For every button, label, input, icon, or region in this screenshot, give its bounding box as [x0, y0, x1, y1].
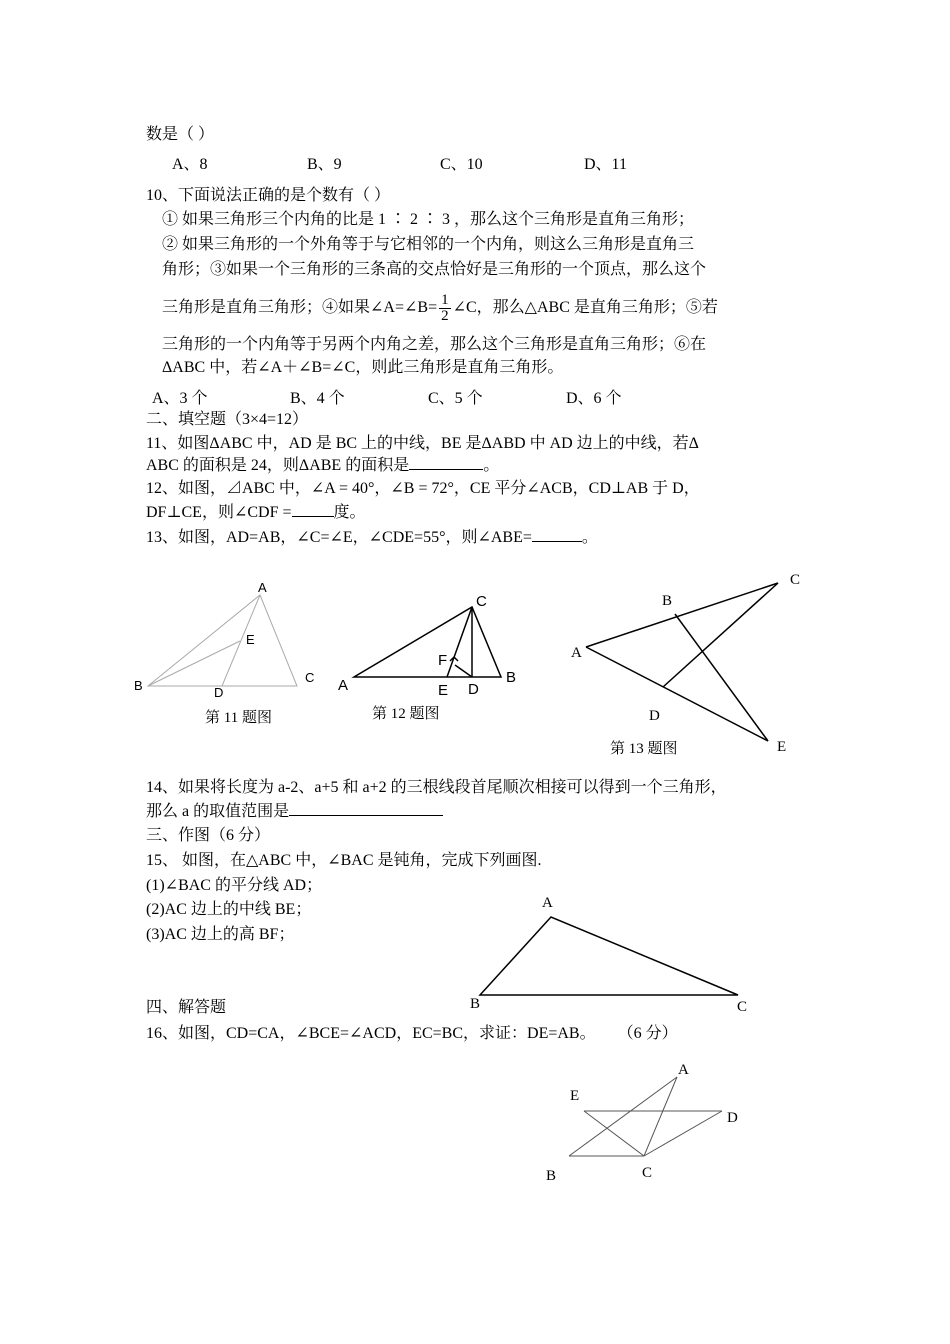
q9-option-a: A、8 — [172, 156, 208, 173]
fig13-label-a: A — [571, 645, 582, 661]
fig16-label-c: C — [642, 1165, 653, 1181]
fig11-label-e: E — [246, 632, 255, 647]
q16-score: （6 分） — [625, 1025, 678, 1042]
q15-item-3: (3)AC 边上的高 BF； — [146, 926, 295, 943]
section-2-heading: 二、填空题（3×4=12） — [146, 411, 309, 428]
q10-line-3: 角形；③如果一个三角形的三条高的交点恰好是三角形的一个顶点，那么这个 — [162, 261, 707, 278]
q10-stem: 10、下面说法正确的是个数有（ ） — [146, 187, 391, 204]
q12-line-1: 12、如图，⊿ABC 中，∠A = 40°，∠B = 72°，CE 平分∠ACB，CD⊥AB 于 D， — [146, 480, 700, 497]
fig12-label-f: F — [438, 652, 448, 669]
fig11-label-d: D — [214, 685, 224, 700]
q12-line-2-text: DF⊥CE，则∠CDF = — [146, 504, 292, 521]
q10-option-c: C、5 个 — [428, 390, 483, 407]
q10-line-4-start: 三角形是直角三角形；④如果∠A=∠B= — [162, 299, 438, 316]
fig12-label-b: B — [506, 669, 517, 686]
fig12-label-c: C — [476, 593, 487, 610]
fig16-label-a: A — [678, 1062, 689, 1078]
fig16-label-e: E — [570, 1088, 580, 1104]
fig15-label-a: A — [542, 895, 553, 911]
q15-item-1: (1)∠BAC 的平分线 AD； — [146, 877, 323, 894]
q10-line-5: 三角形的一个内角等于另两个内角之差，那么这个三角形是直角三角形；⑥在 — [162, 336, 707, 353]
q13-text: 13、如图，AD=AB，∠C=∠E，∠CDE=55°，则∠ABE= — [146, 529, 532, 546]
q15-stem: 15、 如图，在△ABC 中，∠BAC 是钝角，完成下列画图. — [146, 852, 542, 869]
q11-line-1: 11、如图ΔABC 中，AD 是 BC 上的中线，BE 是ΔABD 中 AD 边上的中线，若Δ — [146, 435, 699, 452]
q10-line-2: ② 如果三角形的一个外角等于与它相邻的一个内角，则这么三角形是直角三 — [162, 236, 695, 253]
q9-tail: 数是（ ） — [146, 126, 215, 143]
fig12-label-e: E — [438, 682, 449, 699]
fig11-label-c: C — [305, 670, 315, 685]
fig16-label-d: D — [727, 1110, 738, 1126]
fig13-label-e: E — [777, 739, 787, 755]
fig12-label-d: D — [468, 681, 479, 698]
fraction-denominator: 2 — [441, 307, 449, 324]
q13-period: 。 — [581, 529, 598, 546]
section-4-heading: 四、解答题 — [146, 999, 227, 1016]
fig13-label-d: D — [649, 708, 660, 724]
q10-option-d: D、6 个 — [566, 390, 622, 407]
fig12-label-a: A — [338, 677, 349, 694]
fig13-label-b: B — [662, 593, 673, 609]
q9-option-d: D、11 — [584, 156, 627, 173]
fig13-label-c: C — [790, 572, 801, 588]
fig13-caption: 第 13 题图 — [610, 741, 678, 757]
q14-text: 那么 a 的取值范围是 — [146, 803, 290, 820]
q11-period: 。 — [483, 457, 500, 474]
q9-option-b: B、9 — [307, 156, 342, 173]
fig11-caption: 第 11 题图 — [205, 710, 272, 726]
fig11-label-a: A — [258, 580, 267, 595]
fig16-label-b: B — [546, 1168, 557, 1184]
fig15-label-c: C — [737, 999, 748, 1015]
q16-stem: 16、如图，CD=CA，∠BCE=∠ACD，EC=BC，求证：DE=AB。 — [146, 1025, 596, 1042]
q11-line-2-text: ABC 的面积是 24，则ΔABE 的面积是 — [146, 457, 410, 474]
q10-line-6: ΔABC 中，若∠A＋∠B=∠C，则此三角形是直角三角形。 — [162, 359, 564, 376]
q10-line-4-end: ∠C，那么△ABC 是直角三角形；⑤若 — [452, 299, 718, 316]
fig15-label-b: B — [470, 996, 481, 1012]
q9-option-c: C、10 — [440, 156, 483, 173]
section-3-heading: 三、作图（6 分） — [146, 827, 271, 844]
fig16-segment-dc — [644, 1111, 722, 1156]
q14-line-1: 14、如果将长度为 a-2、a+5 和 a+2 的三根线段首尾顺次相接可以得到一个三角形， — [146, 779, 727, 796]
q12-unit: 度。 — [333, 504, 366, 521]
q10-option-b: B、4 个 — [290, 390, 345, 407]
q10-line-1: ① 如果三角形三个内角的比是 1 ∶ 2 ∶ 3 ，那么这个三角形是直角三角形； — [162, 211, 695, 228]
q15-item-2: (2)AC 边上的中线 BE； — [146, 901, 312, 918]
fig16-segment-ec — [584, 1111, 644, 1156]
fig11-label-b: B — [134, 678, 143, 693]
fraction-numerator: 1 — [441, 291, 449, 308]
q10-option-a: A、3 个 — [152, 390, 208, 407]
fig12-caption: 第 12 题图 — [372, 706, 440, 722]
